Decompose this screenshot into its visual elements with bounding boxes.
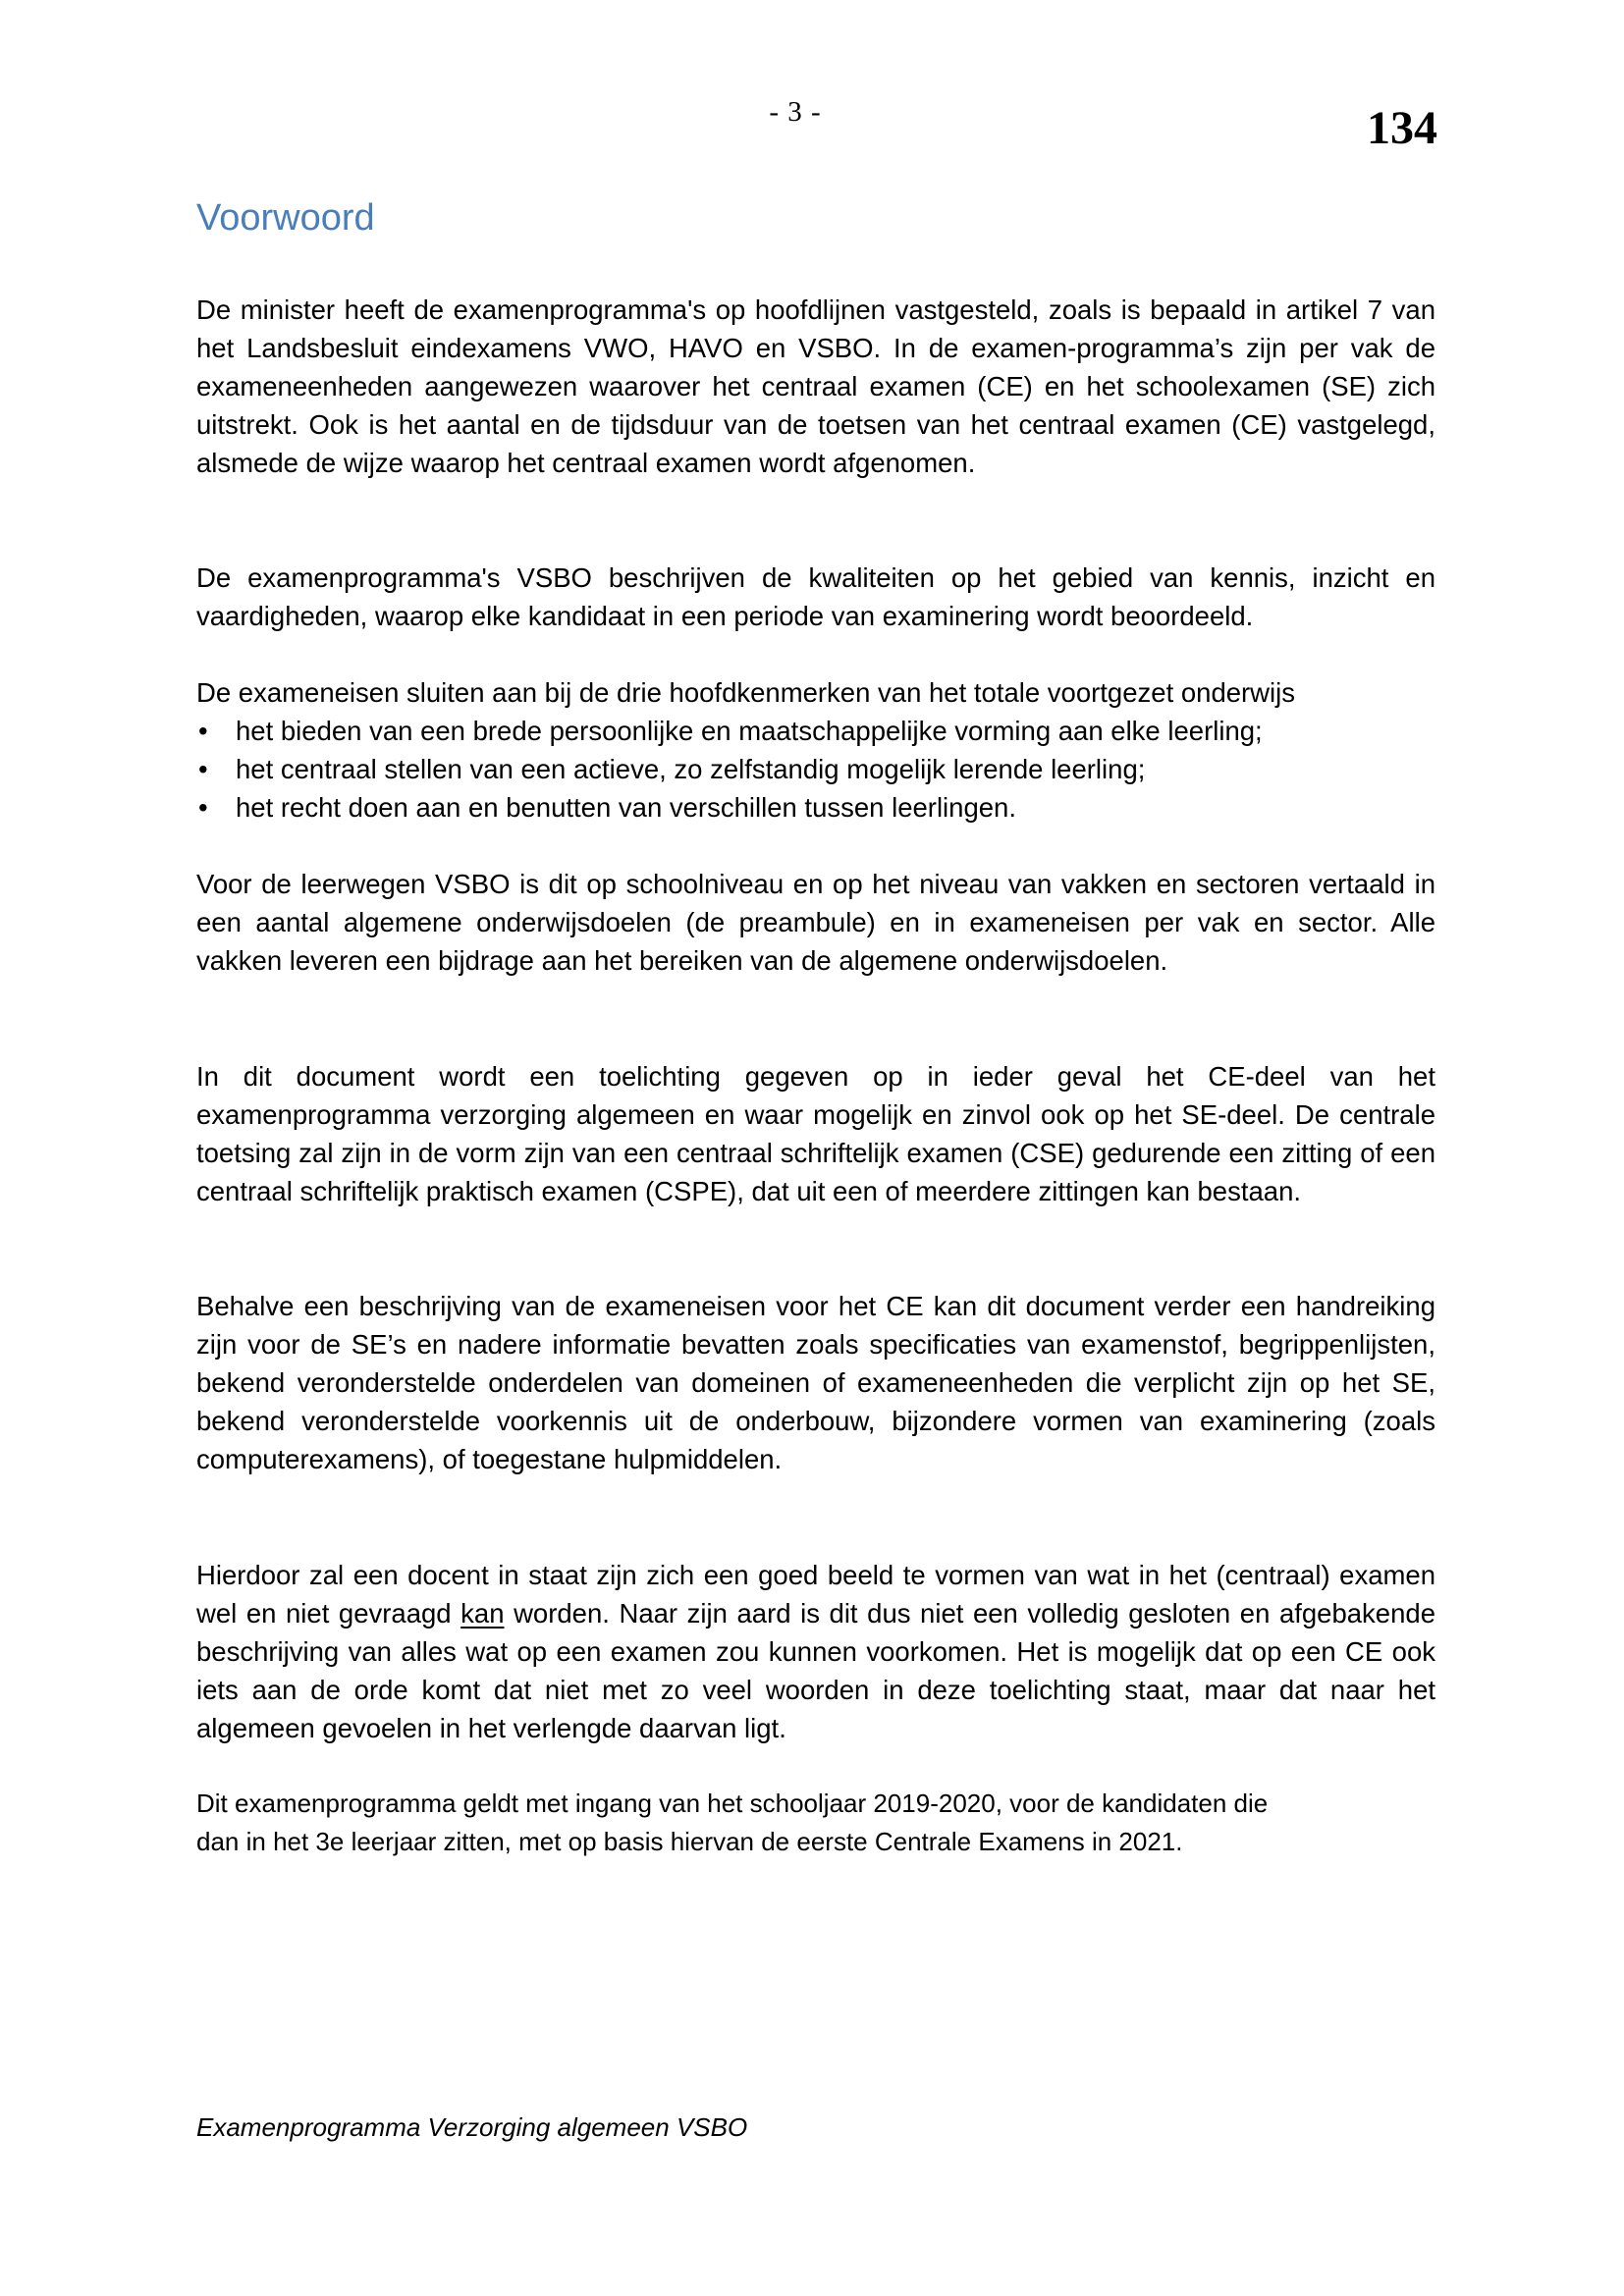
bullet-icon: • bbox=[198, 754, 208, 784]
paragraph-handreiking: Behalve een beschrijving van de exameneisen voor het CE kan dit document verder een handreiking zijn voor de SE’s en nadere informatie bevatten zoals specificaties van examenstof, begrippenlijsten, bekend veronderstelde onderdelen van domeinen of exameneenheden die verplicht zijn op het SE, bekend veronderstelde voorkennis uit de onderbouw, bijzondere vormen van examinering (zoals computerexamens), of toegestane hulpmiddelen. bbox=[196, 1291, 1435, 1474]
effective-date-line-1: Dit examenprogramma geldt met ingang van het schooljaar 2019-2020, voor de kandidaten die bbox=[196, 1789, 1269, 1818]
list-item bbox=[196, 788, 1435, 827]
teacher-guidance-text-before: Hierdoor zal een docent in staat zijn zich een goed beeld te vormen van wat in het (centraal) examen wel en niet gevraagd bbox=[196, 1560, 1435, 1629]
page-number: - 3 - bbox=[769, 96, 822, 128]
paragraph-learning-paths: Voor de leerwegen VSBO is dit op schoolniveau en op het niveau van vakken en sectoren vertaald in een aantal algemene onderwijsdoelen (de preambule) en in exameneisen per vak en sector. Alle vakken leveren een bijdrage aan het bereiken van de algemene onderwijsdoelen. bbox=[196, 869, 1435, 976]
list-item-text: het centraal stellen van een actieve, zo zelfstandig mogelijk lerende leerling; bbox=[236, 754, 1146, 784]
bullet-icon: • bbox=[198, 716, 208, 746]
paragraph-intro: De minister heeft de examenprogramma's op hoofdlijnen vastgesteld, zoals is bepaald in artikel 7 van het Landsbesluit eindexamens VWO, HAVO en VSBO. In de examen-programma’s zijn per vak de exameneenheden aangewezen waarover het centraal examen (CE) en het schoolexamen (SE) zich uitstrekt. Ook is het aantal en de tijdsduur van de toetsen van het centraal examen (CE) vastgelegd, alsmede de wijze waarop het centraal examen wordt afgenomen. bbox=[196, 294, 1435, 478]
paragraph-effective-date bbox=[196, 1785, 1435, 1861]
underlined-word: kan bbox=[460, 1598, 505, 1629]
paragraph-main-features bbox=[196, 673, 1435, 827]
page-title: Voorwoord bbox=[196, 197, 375, 239]
effective-date-line-2: dan in het 3e leerjaar zitten, met op basis hiervan de eerste Centrale Examens in 2021. bbox=[196, 1827, 1183, 1856]
list-item-text: het bieden van een brede persoonlijke en maatschappelijke vorming aan elke leerling; bbox=[236, 716, 1263, 746]
paragraph-qualities: De examenprogramma's VSBO beschrijven de kwaliteiten op het gebied van kennis, inzicht en vaardigheden, waarop elke kandidaat in een periode van examinering wordt beoordeeld. bbox=[196, 562, 1435, 631]
document-number: 134 bbox=[1367, 102, 1437, 154]
main-features-list bbox=[196, 712, 1435, 827]
list-item bbox=[196, 750, 1435, 788]
paragraph-teacher-guidance bbox=[196, 1556, 1435, 1747]
list-item-text: het recht doen aan en benutten van verschillen tussen leerlingen. bbox=[236, 792, 1016, 823]
page-footer: Examenprogramma Verzorging algemeen VSBO bbox=[196, 2112, 748, 2142]
list-item bbox=[196, 712, 1435, 750]
main-features-intro: De exameneisen sluiten aan bij de drie hoofdkenmerken van het totale voortgezet onderwijs bbox=[196, 677, 1296, 708]
teacher-guidance-text-after: worden. Naar zijn aard is dit dus niet een volledig gesloten en afgebakende beschrijving van alles wat op een examen zou kunnen voorkomen. Het is mogelijk dat op een CE ook iets aan de orde komt dat niet met zo veel woorden in deze toelichting staat, maar dat naar het algemeen gevoelen in het verlengde daarvan ligt. bbox=[196, 1598, 1435, 1743]
bullet-icon: • bbox=[198, 792, 208, 823]
paragraph-document-scope: In dit document wordt een toelichting gegeven op in ieder geval het CE-deel van het examenprogramma verzorging algemeen en waar mogelijk en zinvol ook op het SE-deel. De centrale toetsing zal zijn in de vorm zijn van een centraal schriftelijk examen (CSE) gedurende een zitting of een centraal schriftelijk praktisch examen (CSPE), dat uit een of meerdere zittingen kan bestaan. bbox=[196, 1061, 1435, 1206]
